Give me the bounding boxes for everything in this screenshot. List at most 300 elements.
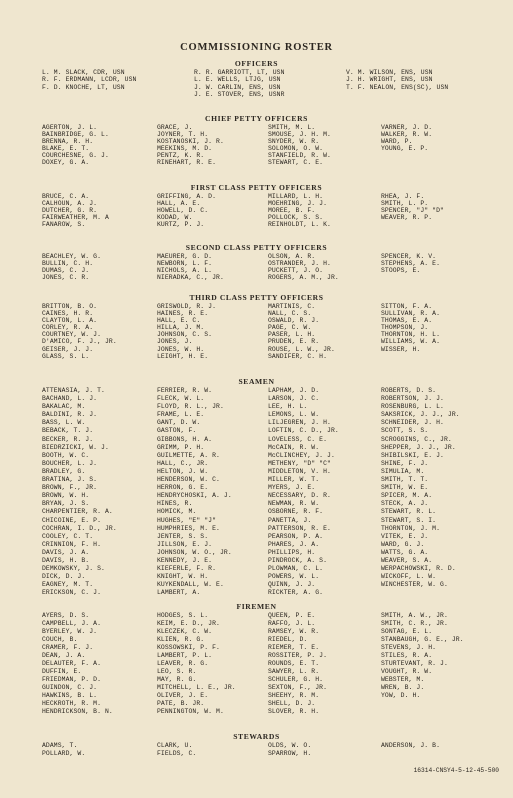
roster-name: PASER, L. H. [268,331,316,339]
roster-name: WISSER, H. [381,345,421,353]
roster-name: BLAKE, E. T. [42,145,90,153]
name-column [157,303,216,360]
roster-name: HILLA, J. M. [157,324,205,332]
roster-name: WERPACHOWSKI, R. D. [381,565,456,573]
name-column [381,742,440,750]
section-second-class-petty-officers [0,242,513,282]
roster-name: J. H. WRIGHT, ENS, USN [346,76,433,84]
roster-name: NEWMAN, R. W. [268,500,320,508]
roster-name: BRADLEY, G. [42,467,86,475]
roster-name: BACHAND, L. J. [42,395,98,403]
name-column [157,612,236,716]
roster-name: CHICOINE, E. P. [42,516,102,524]
roster-name: SCHULER, G. H. [268,676,324,683]
roster-name: J. W. CARLIN, ENS, USN [194,83,281,91]
roster-name: ANDERSON, J. B. [381,742,441,749]
roster-name: GRACE, J. [157,124,193,131]
roster-name: KOSTANOSKI, J. R. [157,138,224,146]
roster-name: CLARK, U. [157,742,193,749]
roster-name: ROSSITER, P. J. [268,652,328,659]
roster-name: CRINNION, F. H. [42,540,102,548]
roster-name: KNIGHT, W. H. [157,573,209,581]
roster-name: COUCH, B. [42,636,78,643]
section-firemen [0,601,513,715]
roster-name: YOUNG, E. P. [381,145,429,153]
roster-name: THORNTON, J. M. [381,524,441,532]
roster-name: D'AMICO, F. J., JR. [42,338,117,346]
roster-name: VARNER, J. D. [381,124,433,131]
name-column [42,387,117,597]
roster-name: SEXTON, F., JR. [268,684,328,691]
roster-name: BOUCHER, L. J. [42,459,98,467]
roster-name: PENNINGTON, W. M. [157,708,224,715]
roster-name: HAINES, R. E. [157,310,209,318]
roster-name: RAMSEY, W. R. [268,628,320,635]
name-column [157,387,232,597]
roster-name: WATTS, G. A. [381,548,429,556]
roster-name: RIEDEL, D. [268,636,308,643]
roster-name: RAFFO, J. L. [268,620,316,627]
roster-name: STEPHENS, A. E. [381,260,441,268]
roster-name: HALL, C., JR. [157,459,209,467]
roster-name: FAIRWEATHER, M. A [42,214,109,222]
roster-name: STEWART, C. E. [268,159,324,167]
roster-name: SMITH, M. L. [268,124,316,131]
roster-name: MOREE, B. F. [268,207,316,215]
roster-name: L. E. WELLS, LTJG, USN [194,76,281,84]
roster-name: WEBSTER, M. [381,676,425,683]
roster-name: ROBERTSON, J. J. [381,395,444,403]
roster-name: MAEURER, G. D. [157,253,213,260]
name-column [42,742,85,758]
roster-name: FLOYD, R. L., JR. [157,403,224,411]
roster-name: R. F. ERDMANN, LCDR, USN [42,76,137,84]
roster-name: LOVELESS, C. E. [268,435,328,443]
roster-name: GASTON, F. [157,427,197,435]
roster-name: CLAYTON, L. A. [42,317,98,325]
roster-name: SMITH, C. R., JR. [381,620,448,627]
section-stewards [0,731,513,757]
roster-name: PRUDEN, E. R. [268,338,320,346]
roster-name: PANETTA, J. [268,516,312,524]
section-heading: FIRST CLASS PETTY OFFICERS [190,183,323,192]
name-column [157,742,196,758]
roster-name: KUYKENDALL, W. E. [157,581,224,589]
roster-name: RIEMER, T. E. [268,644,320,651]
roster-name: BYERLEY, W. J. [42,628,98,635]
roster-name: GLASS, S. L. [42,352,90,360]
section-third-class-petty-officers [0,292,513,360]
roster-name: ROGERS, A. M., JR. [268,274,339,282]
roster-name: SOLOMON, O. W. [268,145,324,153]
roster-name: DEMKOWSKY, J. S. [42,565,105,573]
roster-name: POWERS, W. L. [268,573,320,581]
roster-name: BRYAN, J. S. [42,500,90,508]
roster-name: SAWYER, L. R. [268,668,320,675]
roster-name: OSWALD, R. J. [268,317,320,325]
roster-name: SIMULIA, M. [381,467,425,475]
roster-name: SAKSRICK, J. J., JR. [381,411,460,419]
roster-name: PENTZ, K. R. [157,152,205,160]
name-column [381,612,464,700]
roster-name: SCHNEIDER, J. H. [381,419,444,427]
roster-name: SLOVER, R. H. [268,708,320,715]
roster-name: FIELDS, C. [157,750,197,757]
section-heading: CHIEF PETTY OFFICERS [205,114,308,123]
roster-name: PAGE, C. W. [268,324,312,332]
roster-name: JOHNSON, C. S. [157,331,213,339]
roster-name: POLLARD, W. [42,750,86,757]
roster-name: GRIFFING, A. D. [157,193,217,200]
roster-name: SANDIFER, C. H. [268,352,328,360]
print-code: 16314-CNSY4-5-12-45-500 [413,767,499,774]
page-title: COMMISSIONING ROSTER [180,42,333,53]
roster-name: THOMPSON, J. [381,324,429,332]
roster-name: BROWN, F., JR. [42,484,98,492]
roster-name: KLECZEK, C. W. [157,628,213,635]
roster-name: SPICER, M. A. [381,492,433,500]
roster-name: STEWART, S. I. [381,516,437,524]
name-column [381,124,432,152]
roster-name: STEWART, R. L. [381,508,437,516]
roster-name: ERICKSON, C. J. [42,589,102,597]
roster-name: HERRON, G. E. [157,484,209,492]
roster-name: ATTENASIA, J. T. [42,387,105,394]
roster-name: HODGES, S. L. [157,612,209,619]
roster-name: SMITH, W. E. [381,484,429,492]
roster-name: DEAN, J. A. [42,652,86,659]
roster-name: SHELL, D. J. [268,700,316,707]
roster-name: LEIGHT, H. E. [157,352,209,360]
roster-name: AYERS, D. S. [42,612,90,619]
roster-name: BAINBRIDGE, G. L. [42,131,109,139]
name-column [268,124,331,167]
roster-name: GRIMM, P. H. [157,443,205,451]
roster-name: HOWELL, D. C. [157,207,209,215]
roster-name: HUMPHRIES, M. E. [157,524,220,532]
roster-name: JONES, J. [157,338,193,346]
roster-name: NALL, C. S. [268,310,312,318]
roster-name: MARTINIS, C. [268,303,316,310]
roster-name: DUMAS, C. J. [42,267,90,275]
roster-name: AGERTON, J. L. [42,124,98,131]
roster-name: DUFFIN, E. [42,668,82,675]
name-column [157,193,216,228]
roster-name: PATE, B. JR. [157,700,205,707]
roster-name: CALHOUN, A. J. [42,200,98,208]
roster-name: SHEPPER, J. J., JR. [381,443,456,451]
roster-name: OSTRANDER, J. H. [268,260,331,268]
roster-name: GEISER, J. J. [42,345,94,353]
name-column [157,124,224,167]
roster-name: ROSENBURG, L. L. [381,403,444,411]
roster-name: OSBORNE, R. F. [268,508,324,516]
roster-name: LEE, H. L. [268,403,308,411]
roster-name: T. F. NEALON, ENS(SC), USN [346,83,449,91]
name-column [194,69,285,99]
roster-name: STURTEVANT, R. J. [381,660,448,667]
roster-name: HOMICK, M. [157,508,197,516]
roster-name: PHARES, J. A. [268,540,320,548]
roster-name: JENTER, S. S. [157,532,209,540]
roster-name: WREN, B. J. [381,684,425,691]
roster-name: POLLOCK, S. S. [268,214,324,222]
roster-name: NECESSARY, D. R. [268,492,331,500]
roster-name: LARSON, J. C. [268,395,320,403]
roster-name: J. E. STOVER, ENS, USNR [194,91,285,99]
roster-name: STANFIELD, R. W. [268,152,331,160]
roster-name: DAVIS, H. B. [42,556,90,564]
roster-name: MYERS, J. E. [268,484,316,492]
roster-name: MIDDLETON, V. H. [268,467,331,475]
roster-name: RINEHART, R. E. [157,159,217,167]
roster-name: KEIM, E. D., JR. [157,620,220,627]
roster-name: SULLIVAN, R. A. [381,310,441,318]
roster-name: WARD, P. [381,138,413,146]
section-heading: STEWARDS [233,732,280,741]
roster-name: VOUGHT, R. W. [381,668,433,675]
name-column [42,193,109,228]
roster-name: SHINE, F. J. [381,459,429,467]
roster-name: DELAUTER, F. A. [42,660,102,667]
roster-name: HECKROTH, R. M. [42,700,102,707]
roster-name: SMITH, T. T. [381,476,429,484]
roster-name: NEWBORN, L. F. [157,260,213,268]
roster-name: SHIBILSKI, E. J. [381,451,444,459]
roster-name: BRUCE, C. A. [42,193,90,200]
name-column [268,193,331,228]
name-column [381,193,444,221]
roster-name: SPENCER, K. V. [381,253,437,260]
roster-name: JOHNSON, W. O., JR. [157,548,232,556]
roster-name: MILLARD, L. H. [268,193,324,200]
roster-name: HENDRICKSON, B. N. [42,708,113,715]
roster-name: BULLIN, C. H. [42,260,94,268]
section-chief-petty-officers [0,113,513,167]
roster-name: KIEFERLE, F. R. [157,565,217,573]
roster-name: LAPHAM, J. D. [268,387,320,394]
roster-name: COOLEY, C. T. [42,532,94,540]
roster-name: HUGHES, "E" "J" [157,516,217,524]
roster-name: COURCHESNE, G. J. [42,152,109,160]
name-column [381,387,460,589]
section-first-class-petty-officers [0,182,513,229]
roster-name: RHEA, J. F. [381,193,425,200]
roster-name: SPENCER, "J" "D" [381,207,444,215]
roster-name: RICKTER, A. G. [268,589,324,597]
roster-name: F. D. KNOCHE, LT, USN [42,83,125,91]
name-column [268,612,327,716]
roster-name: WILLIAMS, W. A. [381,338,441,346]
roster-name: ROUSE, L. W., JR. [268,345,335,353]
roster-name: GRISWOLD, R. J. [157,303,217,310]
section-heading: OFFICERS [234,59,279,68]
roster-name: DOXEY, G. A. [42,159,90,167]
name-column [157,253,224,281]
name-column [268,387,339,597]
roster-name: KENNEDY, J. E. [157,556,213,564]
roster-name: WEAVER, S. A. [381,556,433,564]
name-column [381,303,440,353]
name-column [268,303,335,360]
name-column [268,253,339,281]
roster-name: DAVIS, J. A. [42,548,90,556]
name-column [268,742,311,758]
roster-name: DUTCHER, G. R. [42,207,98,215]
roster-name: PATTERSON, R. E. [268,524,331,532]
roster-name: HALL, A. E. [157,200,201,208]
roster-name: BRITTON, B. O. [42,303,98,310]
roster-name: HENDRYCHOSKI, A. J. [157,492,232,500]
roster-name: WICKOFF, L. W. [381,573,437,581]
roster-name: MILLER, W. T. [268,476,320,484]
roster-name: PINDROCK, A. S. [268,556,328,564]
roster-name: McCAIN, R. W. [268,443,320,451]
roster-name: LOFTIN, C. D., JR. [268,427,339,435]
roster-name: SMITH, L. P. [381,200,429,208]
section-heading: FIREMEN [236,602,277,611]
roster-name: SPARROW, H. [268,750,312,757]
roster-name: BAKALAC, M. [42,403,86,411]
roster-name: KLIEN, R. G. [157,636,205,643]
roster-name: LAMBERT, A. [157,589,201,597]
roster-name: FLECK, W. L. [157,395,205,403]
roster-name: LEO, S. R. [157,668,197,675]
roster-name: JONES, C. R. [42,274,90,282]
roster-name: OLIVER, J. E. [157,692,209,699]
roster-name: LAMBERT, P. L. [157,652,213,659]
roster-name: THOMAS, E. A. [381,317,433,325]
roster-name: COURTNEY, W. J. [42,331,102,339]
roster-name: WEAVER, R. P. [381,214,433,222]
name-column [42,253,101,281]
roster-name: WINCHESTER, W. G. [381,581,448,589]
roster-name: KOSSOWSKI, P. F. [157,644,220,651]
roster-name: STILES, R. A. [381,652,433,659]
roster-name: SCROGGINS, C., JR. [381,435,452,443]
roster-name: HINES, R. [157,500,193,508]
roster-name: CHARPENTIER, R. A. [42,508,113,516]
section-heading: SECOND CLASS PETTY OFFICERS [185,243,328,252]
roster-name: FERRIER, R. W. [157,387,213,394]
roster-name: LILJEGREN, J. H. [268,419,331,427]
roster-name: CAINES, H. R. [42,310,94,318]
roster-name: PHILLIPS, H. [268,548,316,556]
roster-name: BASS, L. W. [42,419,86,427]
roster-name: FANAROW, S. [42,221,86,229]
roster-name: CRAMER, F. J. [42,644,94,651]
roster-name: CAMPBELL, J. A. [42,620,102,627]
roster-name: FRAME, L. E. [157,411,205,419]
section-heading: SEAMEN [238,377,275,386]
roster-name: GUINDON, C. J. [42,684,98,691]
roster-name: JOYNER, T. H. [157,131,209,139]
roster-name: KODAD, W. [157,214,193,222]
roster-name: PEARSON, P. A. [268,532,324,540]
roster-name: PLOWMAN, C. L. [268,565,324,573]
roster-name: SMITH, A. W., JR. [381,612,448,619]
roster-name: METHENY, "D" "C" [268,459,331,467]
roster-name: MOEHRING, J. J. [268,200,328,208]
name-column [346,69,448,91]
roster-name: VITEK, E. J. [381,532,429,540]
name-column [42,124,109,167]
roster-name: NIERADKA, C., JR. [157,274,224,282]
roster-name: HELTON, J. W. [157,467,209,475]
name-column [42,69,136,91]
roster-name: McCLINCHEY, J. J. [268,451,335,459]
roster-name: LEMONS, L. W. [268,411,320,419]
section-officers [0,58,513,99]
roster-name: ROUNDS, E. T. [268,660,320,667]
roster-name: HALL, E. C. [157,317,201,325]
roster-name: QUINN, J. J. [268,581,316,589]
roster-name: SITTON, F. A. [381,303,433,310]
roster-name: SONTAG, E. L. [381,628,433,635]
roster-name: THORNTON, H. L. [381,331,441,339]
roster-name: OLSON, A. R. [268,253,316,260]
name-column [42,303,117,360]
roster-name: STOOPS, E. [381,267,421,275]
roster-name: R. R. GARRIOTT, LT, USN [194,69,285,76]
roster-name: BRATINA, J. S. [42,476,98,484]
roster-name: BEBACK, T. J. [42,427,94,435]
roster-name: PUCKETT, J. O. [268,267,324,275]
roster-name: GANT, D. W. [157,419,201,427]
roster-name: BIEDRZICKI, W. J. [42,443,109,451]
roster-name: NICHOLS, A. L. [157,267,213,275]
roster-name: SNYDER, W. R. [268,138,320,146]
section-heading: THIRD CLASS PETTY OFFICERS [189,293,324,302]
roster-name: BRENNA, R. H. [42,138,94,146]
roster-name: V. M. WILSON, ENS, USN [346,69,433,76]
roster-name: SHEEHY, R. M. [268,692,320,699]
roster-name: BEACHLEY, W. G. [42,253,102,260]
roster-name: EAGNEY, M. T. [42,581,94,589]
roster-name: LEAVER, R. G. [157,660,209,667]
roster-name: STECK, A. J. [381,500,429,508]
roster-name: BOOTH, W. C. [42,451,90,459]
roster-name: GUILMETTE, A. R. [157,451,220,459]
roster-name: GIBBONS, H. A. [157,435,213,443]
roster-name: HAWKINS, B. L. [42,692,98,699]
roster-name: BECKER, R. J. [42,435,94,443]
roster-name: STANBAUGH, G. E., JR. [381,636,464,643]
roster-name: HENDERSON, W. C. [157,476,220,484]
roster-name: MITCHELL, L. E., JR. [157,684,236,691]
roster-name: STEVENS, J. H. [381,644,437,651]
roster-name: JONES, W. H. [157,345,205,353]
roster-name: SCOTT, S. S. [381,427,429,435]
roster-name: BROWN, W. H. [42,492,90,500]
roster-name: COCHRAN, I. D., JR. [42,524,117,532]
roster-name: DICK, D. J. [42,573,86,581]
roster-name: CORLEY, R. A. [42,324,94,332]
roster-name: BALDINI, R. J. [42,411,98,419]
roster-name: FRIEDMAN, P. D. [42,676,102,683]
name-column [381,253,440,274]
roster-name: KURTZ, P. J. [157,221,205,229]
roster-name: WALKER, R. W. [381,131,433,139]
roster-name: L. M. SLACK, CDR, USN [42,69,125,76]
roster-name: ADAMS, T. [42,742,78,749]
roster-name: WARD, G. J. [381,540,425,548]
roster-name: QUEEN, P. E. [268,612,316,619]
roster-name: SMOUSE, J. H. M. [268,131,331,139]
name-column [42,612,113,716]
roster-name: OLDS, W. O. [268,742,312,749]
roster-name: ROBERTS, D. S. [381,387,437,394]
